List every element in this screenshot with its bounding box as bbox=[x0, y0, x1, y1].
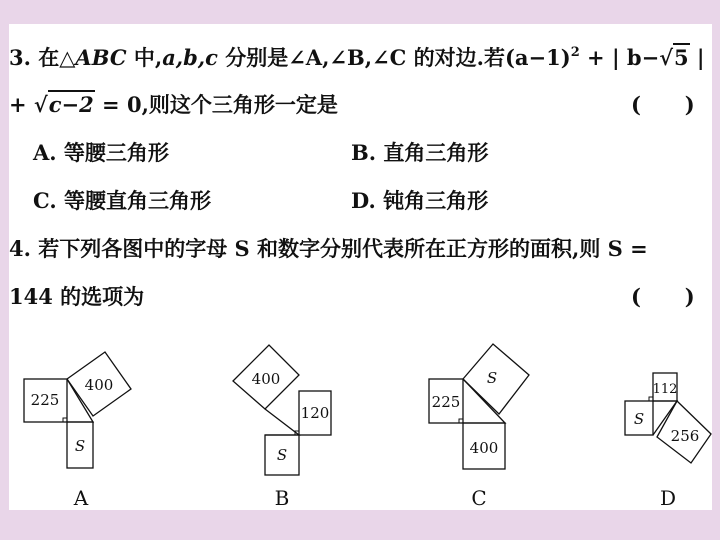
figure-d-label-112: 112 bbox=[652, 382, 678, 397]
q3-expr3: | bbox=[689, 45, 705, 70]
q3-expr1: (a−1) bbox=[505, 45, 571, 70]
figure-a-letter: A bbox=[73, 486, 89, 510]
q3-sqrt5: √5 bbox=[659, 45, 689, 70]
q3-stem-part1: 在△ bbox=[38, 45, 76, 70]
q3-expr2: + | b− bbox=[579, 45, 660, 70]
q3-answer-parens[interactable]: ( ) bbox=[631, 92, 695, 117]
q3-triangle: ABC bbox=[75, 45, 127, 70]
figure-a-label-s: S bbox=[74, 437, 86, 455]
q3-option-a[interactable]: A. 等腰三角形 bbox=[33, 140, 169, 165]
q3-exponent: 2 bbox=[570, 45, 580, 60]
q3-stem-part2: 中, bbox=[126, 45, 163, 70]
q3-sides: a,b,c bbox=[162, 45, 218, 70]
figure-a-label-400: 400 bbox=[84, 376, 114, 394]
worksheet-page bbox=[9, 24, 712, 510]
q3-sqrt-c: √c−2 bbox=[33, 92, 94, 117]
q3-stem-line2 bbox=[9, 90, 338, 120]
q3-option-b[interactable]: B. 直角三角形 bbox=[351, 140, 489, 165]
q3-number: 3. bbox=[9, 45, 31, 70]
figure-d-letter: D bbox=[659, 486, 677, 510]
q3-line2-suffix: = 0,则这个三角形一定是 bbox=[94, 92, 338, 117]
q3-line2-prefix: + bbox=[9, 92, 34, 117]
figure-d-label-256: 256 bbox=[670, 427, 700, 445]
q3-option-d[interactable]: D. 钝角三角形 bbox=[351, 188, 489, 213]
q3-option-c[interactable]: C. 等腰直角三角形 bbox=[33, 188, 211, 213]
figure-c-label-s: S bbox=[486, 369, 498, 387]
q4-stem-line2: 144 的选项为 bbox=[9, 284, 145, 309]
figure-b-label-400: 400 bbox=[251, 370, 281, 388]
q3-stem-part3: 分别是∠A,∠B,∠C 的对边.若 bbox=[217, 45, 505, 70]
q4-number: 4. bbox=[9, 236, 31, 261]
q4-figures bbox=[9, 339, 712, 510]
q4-answer-parens[interactable]: ( ) bbox=[631, 284, 695, 309]
q4-line1-text: 若下列各图中的字母 S 和数字分别代表所在正方形的面积,则 S = bbox=[38, 236, 648, 261]
figure-c-letter: C bbox=[471, 486, 487, 510]
q3-stem-line1 bbox=[9, 38, 705, 73]
figure-c-label-225: 225 bbox=[431, 393, 461, 411]
q3-root-c-value: c−2 bbox=[48, 92, 94, 117]
figure-b-letter: B bbox=[274, 486, 290, 510]
figure-d-label-s: S bbox=[633, 410, 645, 428]
q4-stem-line1 bbox=[9, 234, 648, 264]
figure-b-label-120: 120 bbox=[300, 404, 330, 422]
figure-a-label-225: 225 bbox=[30, 391, 60, 409]
q3-root5-value: 5 bbox=[674, 45, 689, 70]
figure-c-label-400: 400 bbox=[469, 439, 499, 457]
figure-b-label-s: S bbox=[276, 446, 288, 464]
